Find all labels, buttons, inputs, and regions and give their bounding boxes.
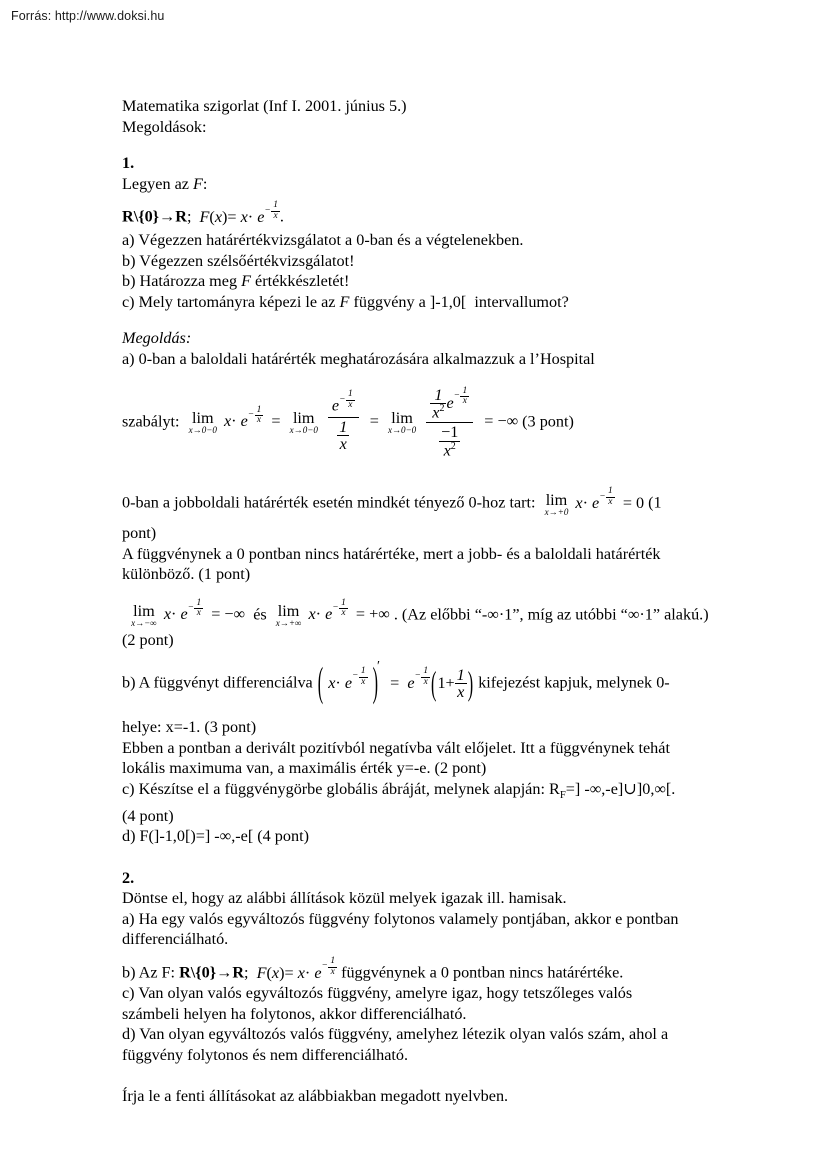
fraction-1: e− $\frac{1}{x}$ $\frac{1}{x}$ [328, 392, 359, 452]
problem-1-task-a: a) Végezzen határértékvizsgálatot a 0-ban és a végtelenekben. [122, 231, 524, 249]
definition-domain: R\{0} [122, 208, 160, 226]
prime-mark: ′ [377, 657, 381, 673]
infinity-conjunction: és [253, 605, 267, 624]
problem-2-intro: Döntse el, hogy az alábbi állítások közül melyek igazak ill. hamisak. [122, 889, 567, 908]
right-limit-points-open: (1 [648, 494, 662, 513]
solution-c-subscript: F [559, 788, 566, 801]
problem-1-intro: Legyen az F: [122, 174, 208, 193]
solution-b-derivative: b) A függvényt differenciálva ( x· e− $\frac{1}{x}$ )′ = e− $\frac{1}{x}$ (1+ $\frac{1}{x}$ ) kifejezést kapjuk, melynek 0- [122, 657, 670, 706]
problem-2-task-b [122, 956, 712, 982]
task-b-domain: R\{0} [179, 963, 217, 982]
document-subtitle: Megoldások: [122, 117, 207, 136]
limit-1: lim x→0−0 [188, 408, 217, 436]
solution-c-post: =] -∞,-e]∪]0,∞[. [565, 779, 676, 798]
task-b-sep: ; [244, 963, 249, 982]
solution-b-line4: lokális maximuma van, a maximális érték y=-e. (2 pont) [122, 759, 487, 778]
problem-1-task-b1: b) Végezzen szélsőértékvizsgálatot! [122, 251, 355, 270]
limit-3: lim x→0−0 [387, 408, 417, 436]
right-limit-prefix: 0-ban a jobboldali határérték esetén mindkét tényező 0-hoz tart: [122, 494, 536, 513]
solution-a-equation: szabályt: lim x→0−0 x· e− $\frac{1}{x}$ = lim x→0−0 e− $\frac{1}{x}$ $\frac{1}{x}$ = lim x→0−0 $\frac{1}{x^2}$ e− $\frac{1}{x}$ $\frac{-1}{x^2}$ = −∞ (3 pont) [122, 385, 574, 459]
problem-2-task-d-line1: d) Van olyan egyváltozós valós függvény, amelyhez létezik olyan valós szám, ahol a [122, 1025, 669, 1044]
solution-c-line [122, 779, 712, 806]
solution-b-line2: helye: x=-1. (3 pont) [122, 717, 257, 736]
infinity-points: (2 pont) [122, 631, 174, 650]
solution-a-line1: a) 0-ban a baloldali határérték meghatározására alkalmazzuk a l’Hospital [122, 349, 595, 368]
definition-codomain: R [175, 208, 187, 226]
task-b-formula: F(x)= x· e− $\frac{1}{x}$ [256, 956, 336, 982]
limit-right: lim x→+0 [544, 490, 569, 517]
solution-d-line: d) F(]-1,0[)=] -∞,-e[ (4 pont) [122, 827, 309, 846]
task-b-suffix: függvénynek a 0 pontban nincs határértéke. [341, 963, 624, 982]
no-limit-line1: A függvénynek a 0 pontban nincs határértéke, mert a jobb- és a baloldali határérték [122, 544, 661, 563]
right-limit-points-cont: pont) [122, 523, 157, 542]
equation-result: −∞ [497, 412, 519, 431]
problem-2-task-a-line2: differenciálható. [122, 930, 229, 949]
limit-2: lim x→0−0 [289, 408, 318, 436]
solution-c-pre: c) Készítse el a függvénygörbe globális ábráját, melynek alapján: R [122, 779, 560, 798]
problem-2-task-a-line1: a) Ha egy valós egyváltozós függvény folytonos valamely pontjában, akkor e pontban [122, 909, 679, 928]
solution-heading: Megoldás: [122, 329, 192, 348]
task-b-prefix: b) Az F: [122, 963, 176, 982]
fraction-2: $\frac{1}{x^2}$ e− $\frac{1}{x}$ $\frac{-1}{x^2}$ [426, 387, 473, 459]
solution-b-line3: Ebben a pontban a derivált pozitívból negatívba vált előjelet. Itt a függvénynek tehát [122, 738, 670, 757]
solution-a-infinity-limits: lim x→−∞ x· e− $\frac{1}{x}$ = −∞ és lim x→+∞ x· e− $\frac{1}{x}$ = +∞ . (Az előbbi “-∞·1”, míg az utóbbi “∞·1” alakú.) [131, 597, 709, 629]
equation-points: (3 pont) [522, 412, 574, 431]
equation-prefix: szabályt: [122, 412, 180, 431]
problem-2-task-c-line1: c) Van olyan valós egyváltozós függvény, amelyre igaz, hogy tetszőleges valós [122, 983, 633, 1002]
limit-plus-inf: lim x→+∞ [275, 602, 302, 629]
derivative-suffix: kifejezést kapjuk, melynek 0- [478, 673, 670, 692]
no-limit-line2: különböző. (1 pont) [122, 565, 251, 584]
solution-c-points: (4 pont) [122, 806, 174, 825]
problem-2-task-c-line2: számbeli helyen ha folytonos, akkor differenciálható. [122, 1004, 467, 1023]
definition-arrow: → [159, 208, 176, 226]
problem-1-task-c: c) Mely tartományra képezi le az F függvény a ]-1,0[ intervallumot? [122, 292, 569, 311]
task-b-codomain: R [232, 963, 245, 982]
definition-sep: ; [186, 208, 192, 226]
problem-1-task-b2: b) Határozza meg F értékkészletét! [122, 272, 350, 291]
derivative-prefix: b) A függvényt differenciálva [122, 673, 313, 692]
problem-1-number: 1. [122, 154, 135, 173]
problem-2-task-d-line2: függvény folytonos és nem differenciálható. [122, 1045, 409, 1064]
problem-2-closing: Írja le a fenti állításokat az alábbiakban megadott nyelvben. [122, 1087, 509, 1106]
document-title: Matematika szigorlat (Inf I. 2001. június 5.) [122, 97, 407, 115]
task-b-arrow: → [216, 963, 233, 982]
problem-1-definition [122, 200, 712, 230]
definition-formula: F(x)= x· e− $\frac{1}{x}$ [199, 200, 278, 226]
solution-a-right-limit: 0-ban a jobboldali határérték esetén mindkét tényező 0-hoz tart: lim x→+0 x· e− $\frac{1}{x}$ = 0 (1 [122, 486, 662, 517]
definition-period: . [279, 208, 284, 226]
limit-minus-inf: lim x→−∞ [131, 602, 157, 629]
source-watermark: Forrás: http://www.doksi.hu [11, 9, 165, 23]
document-body [122, 96, 712, 1107]
problem-2-number: 2. [122, 868, 135, 887]
infinity-comment: . (Az előbbi “-∞·1”, míg az utóbbi “∞·1” alakú.) [393, 605, 709, 624]
